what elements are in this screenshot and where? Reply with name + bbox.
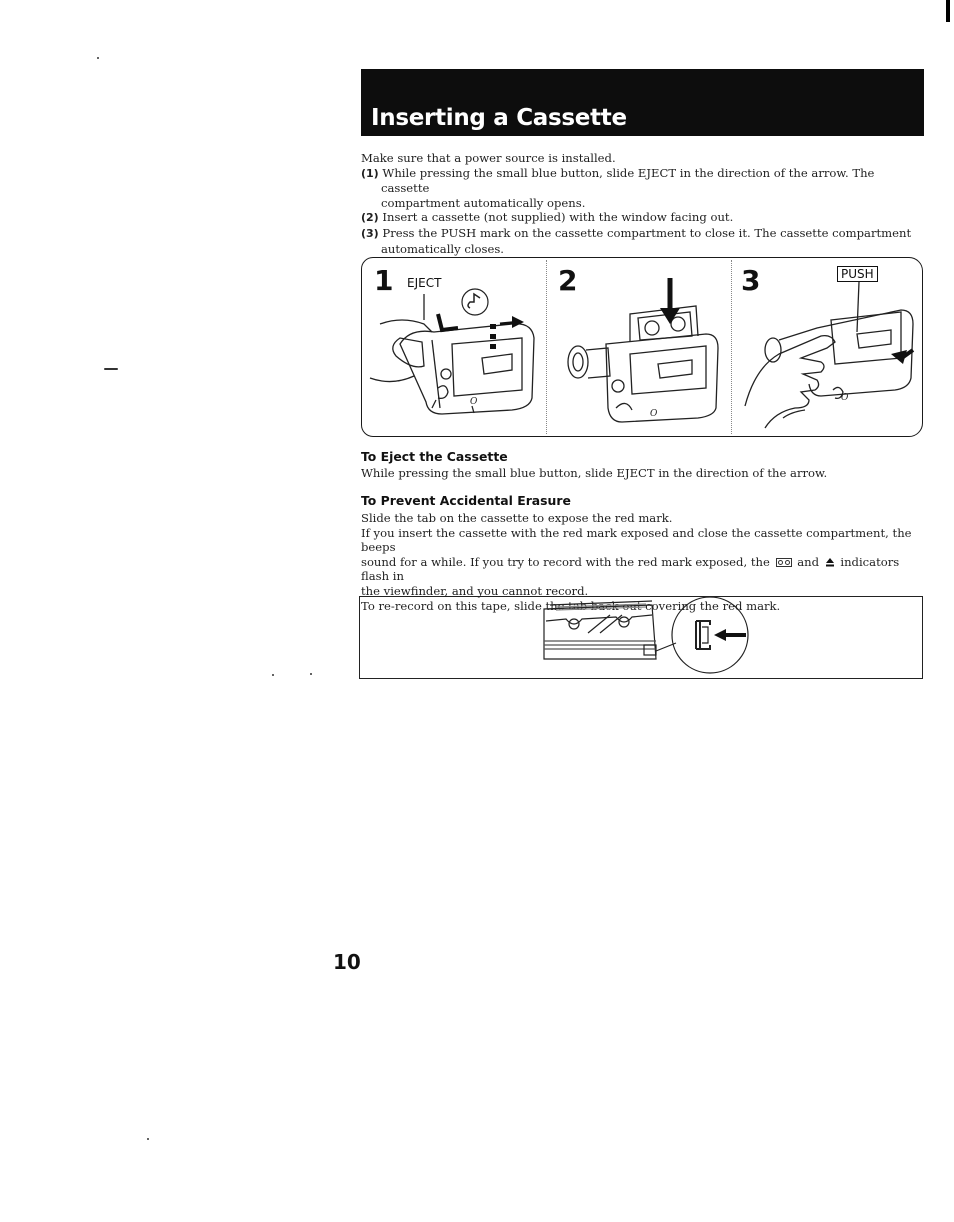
camcorder-eject-illustration: [362, 258, 546, 436]
record-indicator-icon: [776, 558, 792, 567]
page-title: Inserting a Cassette: [371, 105, 627, 131]
cassette-insert-figure: [361, 257, 923, 437]
scan-speck: [310, 673, 312, 675]
svg-text:O: O: [470, 397, 478, 407]
panel-number: 2: [558, 264, 578, 297]
panel-number: 1: [374, 264, 394, 297]
section-title-bar: [361, 69, 924, 136]
svg-text:O: O: [841, 393, 849, 403]
camcorder-insert-illustration: [546, 258, 731, 436]
scan-speck: [147, 1138, 149, 1140]
svg-text:O: O: [650, 409, 658, 419]
erasure-text: Slide the tab on the cassette to expose the red mark. If you insert the cassette with the red mark exposed and close the cassette compartment, the beeps sound for a while. If you try to record with the red mark exposed, the and indicators flash in the viewfinder, and you cannot record. To re-record on this tape, slide the tab back out covering the red mark.: [361, 511, 912, 613]
erasure-heading: To Prevent Accidental Erasure: [361, 493, 571, 508]
cassette-tab-illustration: [360, 597, 924, 680]
eject-text: While pressing the small blue button, slide EJECT in the direction of the arrow.: [361, 466, 828, 480]
figure-panel-2: [546, 258, 731, 436]
page-number: 10: [333, 950, 361, 974]
page-edge-mark: [946, 0, 950, 22]
cassette-tab-figure: [359, 596, 923, 679]
figure-panel-3: [731, 258, 923, 436]
scan-speck: [97, 57, 99, 59]
scan-speck: [104, 368, 118, 370]
eject-label: EJECT: [407, 276, 442, 290]
step-3: (3) Press the PUSH mark on the cassette compartment to close it. The cassette compartment automatically closes.: [361, 225, 912, 256]
step-2: (2) Insert a cassette (not supplied) with the window facing out.: [361, 210, 734, 225]
intro-text: Make sure that a power source is installed.: [361, 151, 616, 165]
scan-speck: [272, 674, 274, 676]
figure-panel-1: [362, 258, 546, 436]
push-label: PUSH: [837, 266, 878, 282]
eject-heading: To Eject the Cassette: [361, 449, 508, 464]
instructions: [361, 151, 921, 256]
step-1: (1) While pressing the small blue button, slide EJECT in the direction of the arrow. The cassette compartment automatically opens.: [361, 165, 875, 210]
eject-indicator-icon: [825, 557, 835, 567]
panel-number: 3: [741, 264, 761, 297]
camcorder-push-illustration: [731, 258, 923, 436]
